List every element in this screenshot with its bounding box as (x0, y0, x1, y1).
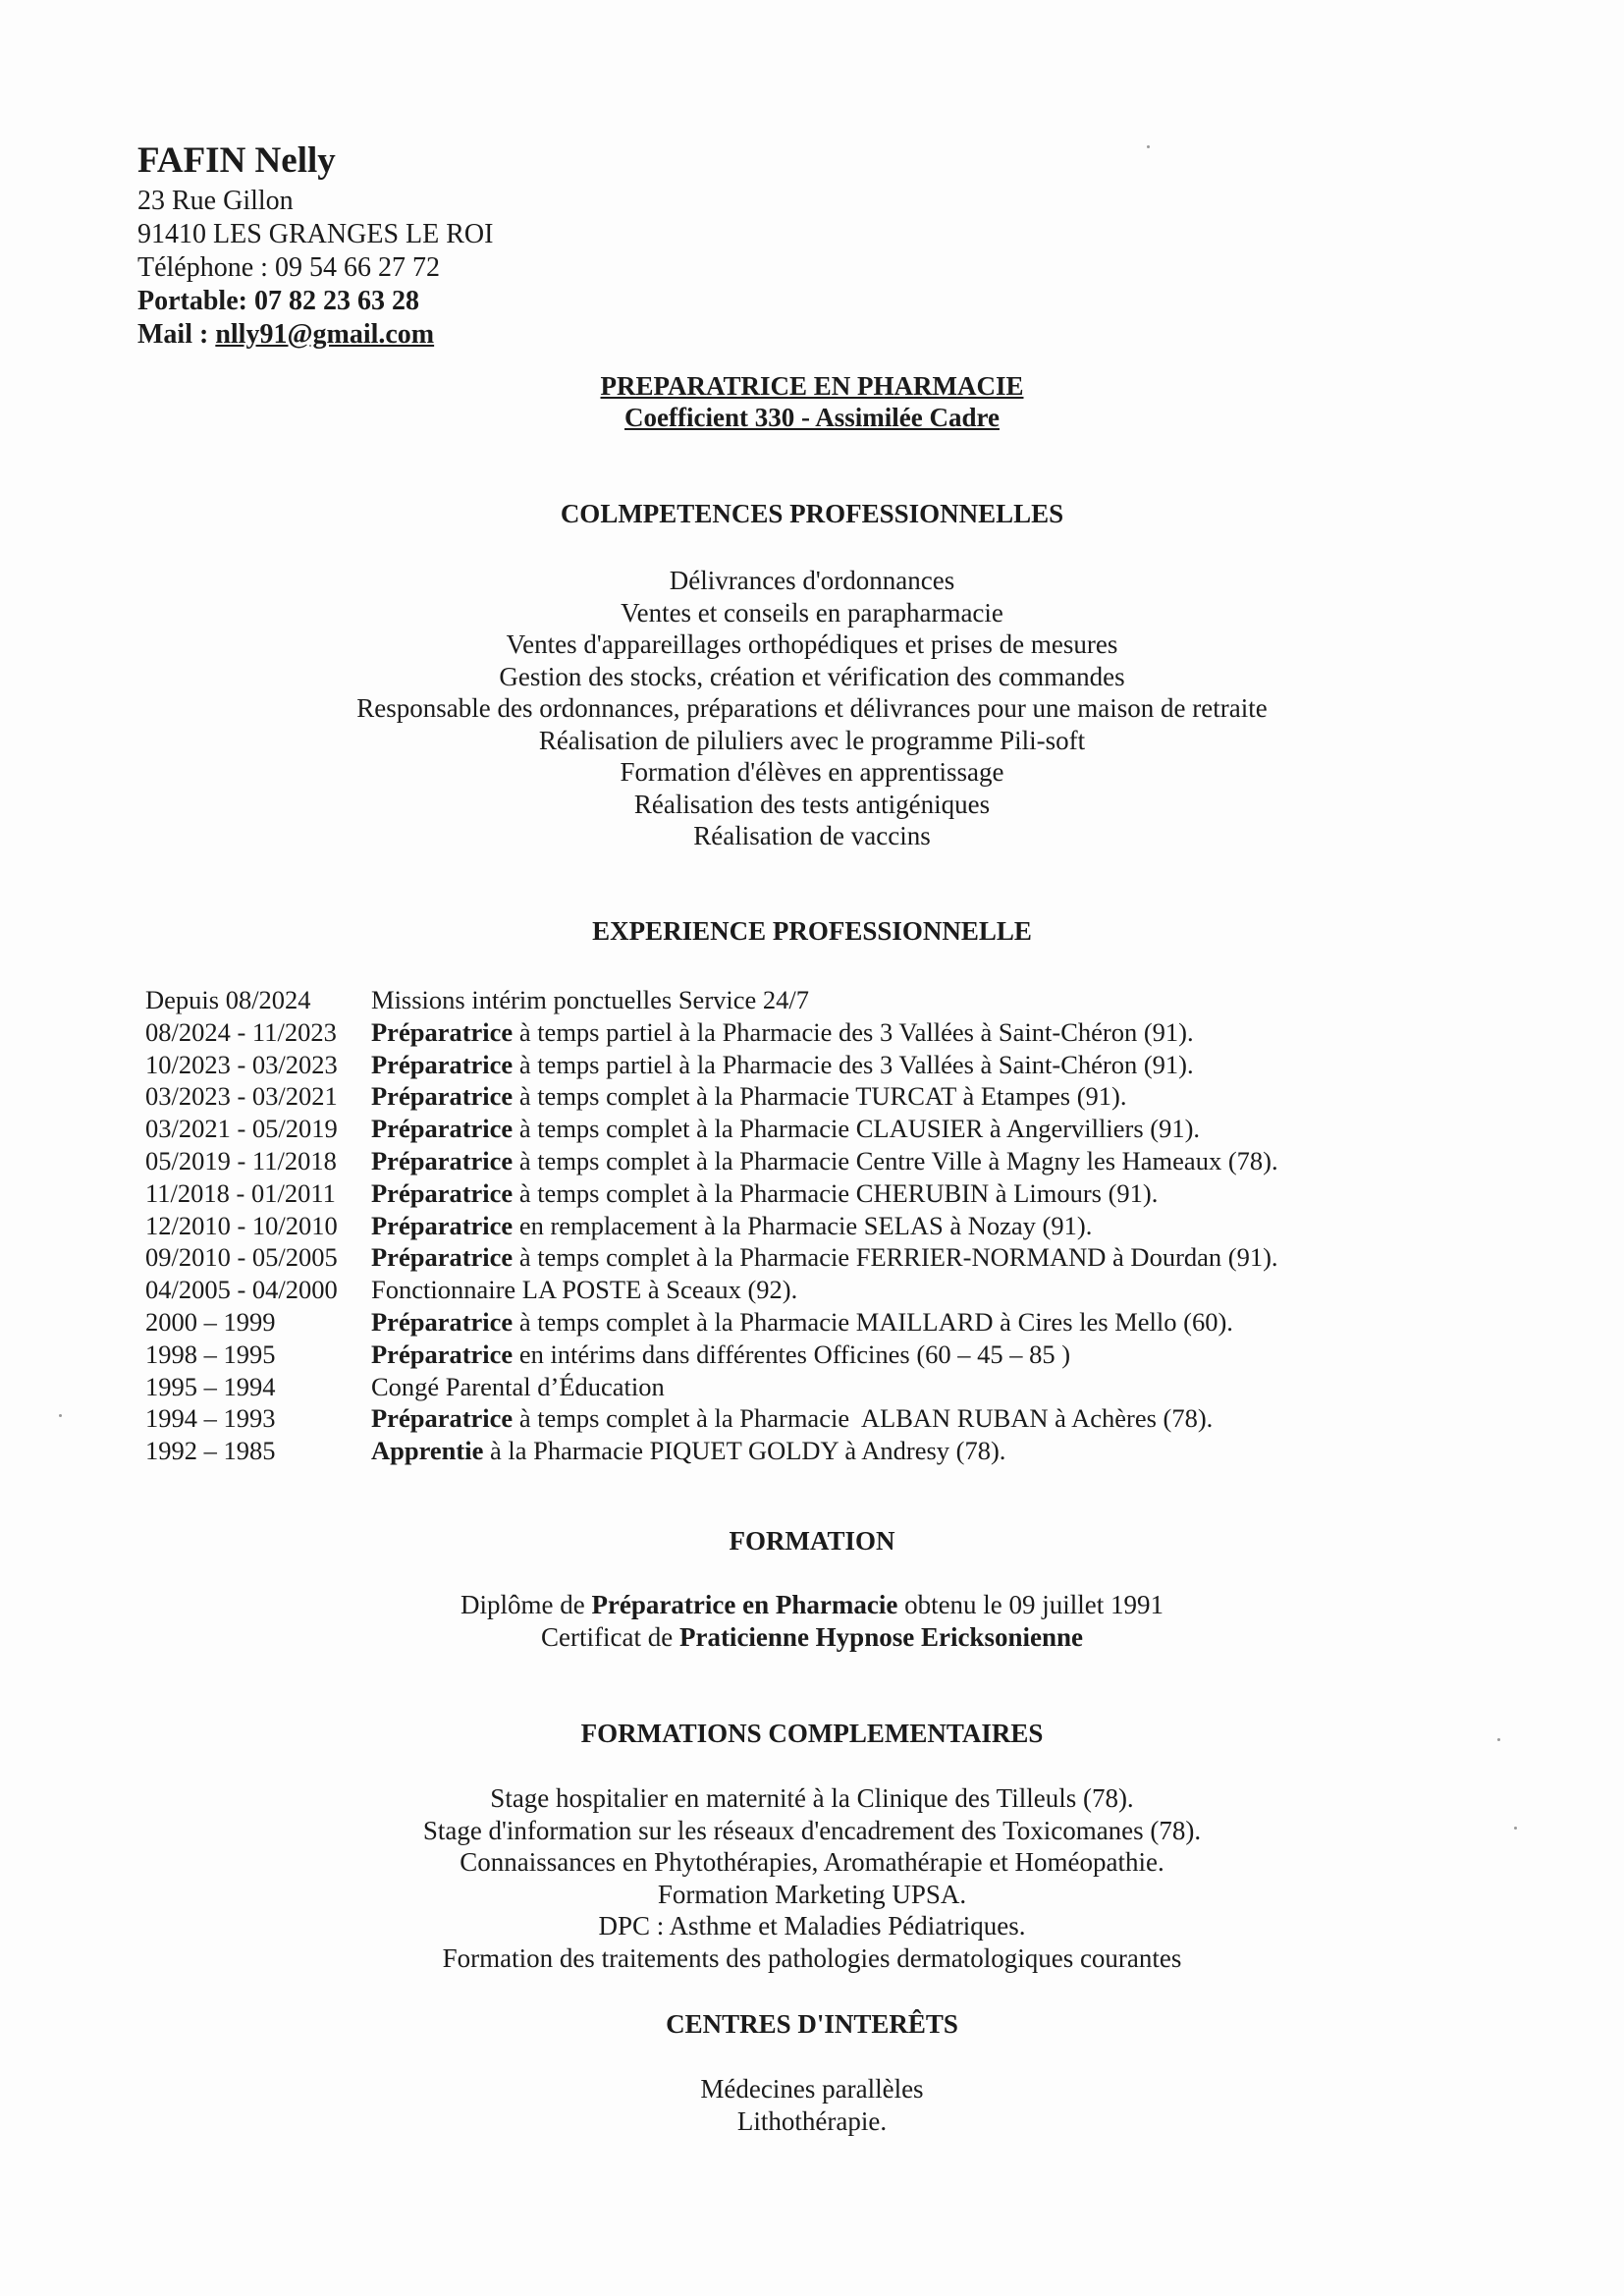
formation-comp-item: DPC : Asthme et Maladies Pédiatriques. (598, 1911, 1026, 1941)
experience-description (371, 1177, 1158, 1210)
experience-detail: Congé Parental d’Éducation (371, 1371, 665, 1401)
competence-item: Formation d'élèves en apprentissage (620, 757, 1004, 787)
experience-date: 1995 – 1994 (145, 1371, 276, 1401)
experience-row (145, 1145, 1278, 1177)
telephone: Téléphone : 09 54 66 27 72 (137, 252, 440, 283)
experience-role: Préparatrice (371, 1114, 514, 1144)
job-title: PREPARATRICE EN PHARMACIE (600, 371, 1024, 401)
mail-label: Mail : (137, 319, 216, 350)
job-title-block (0, 370, 1624, 433)
experience-date: 08/2024 - 11/2023 (145, 1016, 337, 1047)
experience-description (371, 1402, 1213, 1435)
experience-description (371, 1016, 1194, 1049)
competences-heading: COLMPETENCES PROFESSIONNELLES (560, 499, 1064, 528)
interet-item: Médecines parallèles (700, 2074, 924, 2104)
experience-heading: EXPERIENCE PROFESSIONNELLE (592, 916, 1032, 946)
formation-comp-item: Formation des traitements des pathologies dermatologiques courantes (442, 1942, 1182, 1973)
experience-row (145, 1113, 1278, 1145)
competence-item: Réalisation de vaccins (693, 821, 931, 850)
experience-date: 12/2010 - 10/2010 (145, 1210, 338, 1240)
competences-list (0, 565, 1624, 852)
formation-list (0, 1589, 1624, 1653)
formation-certificate: Certificat de Praticienne Hypnose Ericksonienne (541, 1621, 1083, 1652)
experience-row (145, 1016, 1278, 1049)
scan-speck (1514, 1827, 1517, 1830)
experience-row (145, 1402, 1278, 1435)
experience-row (145, 1049, 1278, 1081)
experience-description (371, 1113, 1200, 1145)
experience-detail: à temps partiel à la Pharmacie des 3 Vallées à Saint-Chéron (91). (513, 1016, 1194, 1047)
experience-date: 04/2005 - 04/2000 (145, 1275, 338, 1305)
experience-row (145, 1339, 1278, 1371)
experience-row (145, 1241, 1278, 1274)
experience-role: Préparatrice (371, 1403, 514, 1434)
experience-date: 03/2023 - 03/2021 (145, 1081, 338, 1112)
experience-row (145, 1274, 1278, 1306)
experience-date: 2000 – 1999 (145, 1306, 276, 1337)
experience-description (371, 1274, 797, 1306)
address-line-2: 91410 LES GRANGES LE ROI (137, 219, 494, 249)
competence-item: Délivrances d'ordonnances (669, 566, 955, 595)
experience-date: 09/2010 - 05/2005 (145, 1242, 338, 1273)
experience-description (371, 1210, 1092, 1242)
experience-description (371, 1080, 1126, 1113)
mail-line (137, 318, 493, 352)
interets-list (0, 2073, 1624, 2137)
experience-row (145, 1210, 1278, 1242)
formations-comp-list (0, 1782, 1624, 1974)
experience-date: 10/2023 - 03/2023 (145, 1049, 338, 1079)
scan-speck (59, 1414, 62, 1417)
experience-role: Préparatrice (371, 1145, 514, 1175)
experience-date: 03/2021 - 05/2019 (145, 1114, 338, 1144)
experience-role: Préparatrice (371, 1049, 514, 1079)
experience-detail: à temps complet à la Pharmacie Centre Ville à Magny les Hameaux (78). (513, 1145, 1278, 1175)
formation-comp-item: Stage d'information sur les réseaux d'encadrement des Toxicomanes (78). (422, 1815, 1202, 1845)
portable: Portable: 07 82 23 63 28 (137, 286, 419, 316)
address-line-1: 23 Rue Gillon (137, 186, 294, 216)
experience-detail: à temps complet à la Pharmacie MAILLARD à Cires les Mello (60). (513, 1306, 1233, 1337)
experience-row (145, 1177, 1278, 1210)
interet-item: Lithothérapie. (736, 2105, 888, 2136)
scan-speck (1147, 145, 1150, 148)
experience-detail: Fonctionnaire LA POSTE à Sceaux (92). (371, 1275, 798, 1305)
experience-description (371, 1145, 1278, 1177)
experience-description (371, 1435, 1005, 1467)
experience-date: 05/2019 - 11/2018 (145, 1145, 337, 1175)
formation-heading: FORMATION (729, 1526, 895, 1556)
competence-item: Ventes d'appareillages orthopédiques et prises de mesures (506, 629, 1118, 659)
competence-item: Réalisation des tests antigéniques (633, 789, 991, 819)
experience-detail: à temps partiel à la Pharmacie des 3 Vallées à Saint-Chéron (91). (513, 1049, 1194, 1079)
experience-detail: à temps complet à la Pharmacie FERRIER-NORMAND à Dourdan (91). (513, 1242, 1278, 1273)
experience-role: Préparatrice (371, 1242, 514, 1273)
experience-list (145, 984, 1278, 1467)
experience-detail: Missions intérim ponctuelles Service 24/7 (371, 985, 810, 1014)
experience-detail: en remplacement à la Pharmacie SELAS à Nozay (91). (513, 1210, 1093, 1240)
experience-role: Préparatrice (371, 1339, 514, 1369)
experience-date: Depuis 08/2024 (145, 985, 311, 1014)
experience-detail: en intérims dans différentes Officines (60 – 45 – 85 ) (513, 1339, 1071, 1369)
experience-role: Préparatrice (371, 1081, 514, 1112)
mail-link[interactable]: nlly91@gmail.com (215, 319, 435, 350)
experience-detail: à temps complet à la Pharmacie CLAUSIER à Angervilliers (91). (513, 1114, 1201, 1144)
experience-detail: à la Pharmacie PIQUET GOLDY à Andresy (78). (483, 1436, 1006, 1466)
experience-role: Apprentie (371, 1436, 484, 1466)
experience-date: 1994 – 1993 (145, 1403, 276, 1434)
candidate-name: FAFIN Nelly (137, 140, 336, 181)
experience-detail: à temps complet à la Pharmacie ALBAN RUBAN à Achères (78). (513, 1403, 1214, 1434)
formation-comp-item: Formation Marketing UPSA. (657, 1879, 967, 1909)
experience-description (371, 984, 809, 1016)
formation-diploma: Diplôme de Préparatrice en Pharmacie obtenu le 09 juillet 1991 (460, 1590, 1164, 1619)
experience-role: Préparatrice (371, 1210, 514, 1240)
experience-description (371, 1371, 665, 1403)
experience-date: 1998 – 1995 (145, 1339, 276, 1369)
experience-row (145, 984, 1278, 1016)
competence-item: Ventes et conseils en parapharmacie (621, 597, 1003, 628)
experience-role: Préparatrice (371, 1306, 514, 1337)
experience-description (371, 1339, 1070, 1371)
experience-role: Préparatrice (371, 1016, 514, 1047)
experience-row (145, 1306, 1278, 1339)
contact-block (137, 137, 493, 352)
competence-item: Responsable des ordonnances, préparations et délivrances pour une maison de retraite (356, 693, 1268, 723)
experience-detail: à temps complet à la Pharmacie TURCAT à Etampes (91). (513, 1081, 1127, 1112)
formations-comp-heading: FORMATIONS COMPLEMENTAIRES (580, 1719, 1044, 1748)
experience-date: 1992 – 1985 (145, 1436, 276, 1466)
experience-detail: à temps complet à la Pharmacie CHERUBIN à Limours (91). (513, 1177, 1159, 1208)
interets-heading: CENTRES D'INTERÊTS (666, 2009, 958, 2039)
formation-comp-item: Stage hospitalier en maternité à la Clinique des Tilleuls (78). (490, 1783, 1134, 1813)
experience-date: 11/2018 - 01/2011 (145, 1177, 336, 1208)
experience-row (145, 1080, 1278, 1113)
experience-row (145, 1371, 1278, 1403)
job-subtitle: Coefficient 330 - Assimilée Cadre (624, 403, 1000, 432)
experience-row (145, 1435, 1278, 1467)
experience-description (371, 1306, 1233, 1339)
formation-comp-item: Connaissances en Phytothérapies, Aromathérapie et Homéopathie. (460, 1847, 1164, 1877)
competence-item: Réalisation de piluliers avec le programme Pili-soft (538, 725, 1086, 755)
scan-speck (1497, 1738, 1500, 1741)
competence-item: Gestion des stocks, création et vérification des commandes (499, 661, 1125, 691)
experience-description (371, 1049, 1194, 1081)
experience-role: Préparatrice (371, 1177, 514, 1208)
experience-description (371, 1241, 1278, 1274)
